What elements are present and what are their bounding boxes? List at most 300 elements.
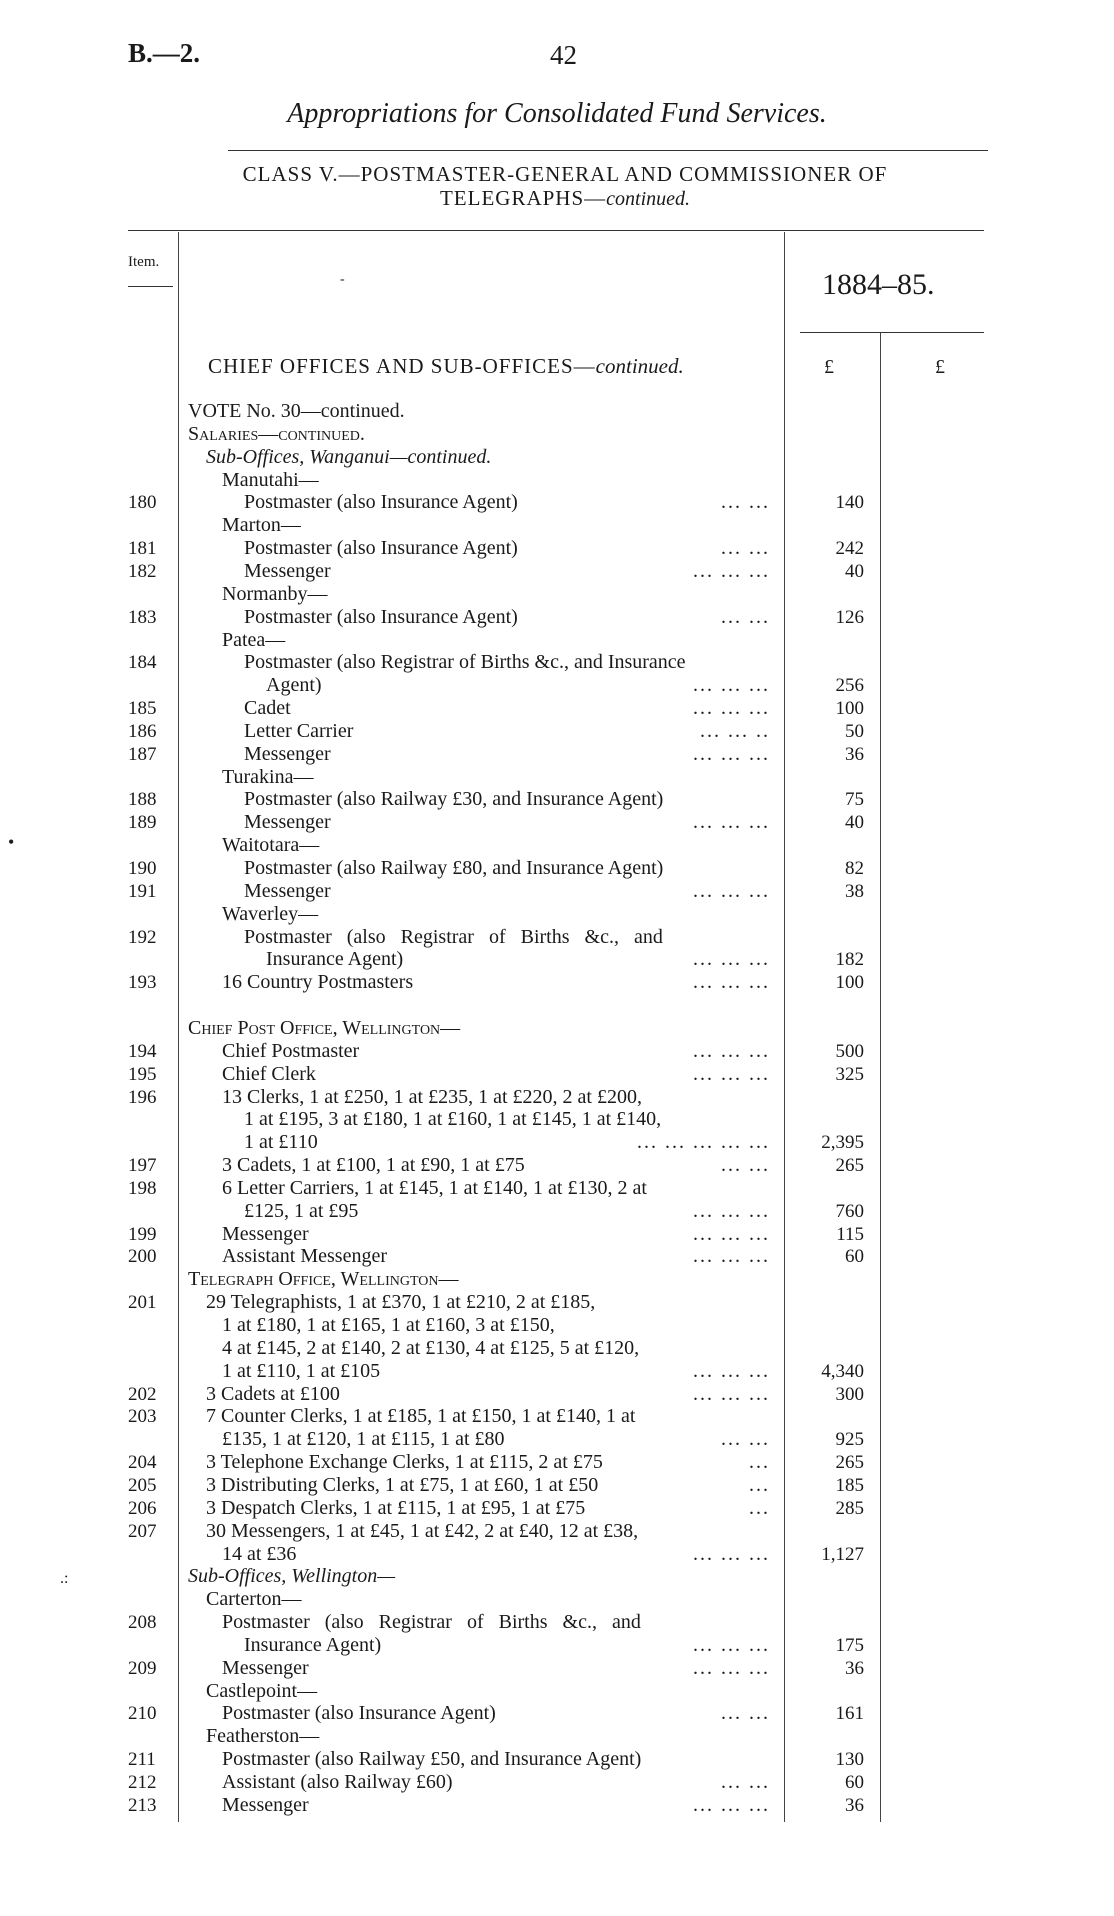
leader-dots: ... ... — [721, 605, 770, 628]
line-text — [222, 1063, 770, 1086]
line-description: Chief Clerk — [222, 1062, 316, 1085]
appropriation-line — [0, 1223, 1114, 1246]
appropriation-line — [0, 971, 1114, 994]
leader-dots: ... ... ... — [693, 1222, 770, 1245]
appropriation-line — [0, 606, 1114, 629]
appropriation-line — [0, 423, 1114, 446]
leader-dots: ... ... ... ... ... — [637, 1131, 770, 1154]
appropriation-line — [0, 1360, 1114, 1383]
item-number: 207 — [128, 1520, 157, 1542]
amount: 1,127 — [821, 1543, 864, 1565]
line-text — [244, 1200, 770, 1223]
leader-dots: ... — [749, 1473, 770, 1496]
year-rule — [800, 332, 984, 333]
line-text — [206, 1383, 770, 1406]
leader-dots: ... ... ... — [693, 697, 770, 720]
line-description: Messenger — [244, 879, 331, 902]
item-number: 202 — [128, 1383, 157, 1405]
line-text — [266, 948, 770, 971]
leader-dots: ... ... ... — [693, 879, 770, 902]
line-text — [222, 1154, 770, 1177]
line-description: Manutahi— — [222, 468, 319, 491]
appropriation-line — [0, 514, 1114, 537]
appropriation-line — [0, 1337, 1114, 1360]
class-heading-continued: continued. — [606, 188, 691, 210]
line-text — [188, 1268, 770, 1291]
line-text — [266, 674, 770, 697]
appropriation-line — [0, 1154, 1114, 1177]
amount: 300 — [835, 1383, 864, 1405]
line-description: Cadet — [244, 697, 291, 720]
leader-dots: ... ... — [721, 1154, 770, 1177]
item-number: 191 — [128, 880, 157, 902]
leader-dots: ... ... — [721, 1702, 770, 1725]
leader-dots: ... ... ... — [693, 948, 770, 971]
amount: 325 — [835, 1063, 864, 1085]
item-number: 198 — [128, 1177, 157, 1199]
leader-dots: ... ... — [721, 1771, 770, 1793]
line-text — [244, 880, 770, 903]
appropriation-line — [0, 1383, 1114, 1406]
year-column-header: 1884–85. — [822, 268, 935, 301]
appropriation-line — [0, 766, 1114, 789]
line-description: Sub-Offices, Wanganui—continued. — [206, 445, 492, 468]
amount: 36 — [845, 1657, 864, 1679]
line-description: 4 at £145, 2 at £140, 2 at £130, 4 at £125, 5 at £120, — [222, 1336, 640, 1359]
line-description: Sub-Offices, Wellington— — [188, 1565, 396, 1588]
line-text — [244, 651, 770, 674]
class-heading-line2 — [140, 186, 990, 211]
item-number: 211 — [128, 1749, 156, 1771]
appropriation-line — [0, 1063, 1114, 1086]
item-number: 188 — [128, 789, 157, 811]
line-description: Postmaster (also Insurance Agent) — [244, 605, 518, 628]
line-text — [244, 1131, 770, 1154]
line-description: Patea— — [222, 628, 286, 651]
amount: 2,395 — [821, 1132, 864, 1154]
line-description: Postmaster (also Railway £50, and Insurance Agent) — [222, 1748, 642, 1771]
leader-dots: ... ... ... — [693, 1382, 770, 1405]
page-title: Appropriations for Consolidated Fund Services. — [287, 98, 827, 129]
appropriation-line — [0, 903, 1114, 926]
leader-dots: ... ... ... — [693, 1793, 770, 1816]
line-description: Postmaster (also Registrar of Births &c., and — [222, 1611, 641, 1634]
line-text — [222, 1611, 770, 1634]
item-number: 208 — [128, 1612, 157, 1634]
class-heading-line1: CLASS V.—POSTMASTER-GENERAL AND COMMISSIONER OF — [242, 162, 888, 186]
item-number: 189 — [128, 812, 157, 834]
line-description: 1 at £110 — [244, 1131, 318, 1154]
item-number: 205 — [128, 1474, 157, 1496]
leader-dots: ... ... ... — [693, 742, 770, 765]
line-text — [188, 1017, 770, 1040]
item-number: 186 — [128, 720, 157, 742]
line-description: Messenger — [244, 742, 331, 765]
appropriation-line — [0, 469, 1114, 492]
title-rule — [228, 150, 988, 151]
item-column-header: Item. — [128, 254, 160, 270]
appropriation-line — [0, 1314, 1114, 1337]
leader-dots: ... ... ... — [693, 1656, 770, 1679]
appropriation-line — [0, 948, 1114, 971]
line-description: Postmaster (also Insurance Agent) — [244, 491, 518, 514]
line-text — [188, 400, 770, 423]
leader-dots: ... ... .. — [700, 719, 770, 742]
leader-dots: ... ... ... — [693, 811, 770, 834]
leader-dots: ... ... — [721, 491, 770, 514]
appropriation-line — [0, 560, 1114, 583]
line-text — [222, 1040, 770, 1063]
appropriation-line — [0, 1543, 1114, 1566]
line-description: 3 Despatch Clerks, 1 at £115, 1 at £95, 1 at £75 — [206, 1496, 586, 1519]
appropriation-line — [0, 720, 1114, 743]
line-text — [206, 1291, 770, 1314]
line-description: Waverley— — [222, 902, 319, 925]
item-number: 183 — [128, 606, 157, 628]
amount: 265 — [835, 1452, 864, 1474]
line-description: £125, 1 at £95 — [244, 1199, 359, 1222]
section-title-continued: continued. — [595, 354, 684, 378]
line-text — [222, 629, 770, 652]
line-text — [222, 903, 770, 926]
leader-dots: ... — [749, 1451, 770, 1474]
appropriation-line — [0, 743, 1114, 766]
appropriation-line — [0, 1086, 1114, 1109]
item-number: 193 — [128, 972, 157, 994]
item-number: 199 — [128, 1223, 157, 1245]
amount: 100 — [835, 972, 864, 994]
item-number: 201 — [128, 1292, 157, 1314]
line-description: 30 Messengers, 1 at £45, 1 at £42, 2 at £40, 12 at £38, — [206, 1519, 639, 1542]
line-description: Messenger — [222, 1656, 309, 1679]
line-description: Messenger — [222, 1793, 309, 1816]
amount: 182 — [835, 949, 864, 971]
page-number: 42 — [550, 40, 577, 70]
line-text — [244, 560, 770, 583]
line-description: Chief Post Office, Wellington— — [188, 1016, 461, 1039]
item-number: 212 — [128, 1772, 157, 1793]
amount: 161 — [835, 1703, 864, 1725]
appropriation-line — [0, 400, 1114, 423]
amount: 36 — [845, 1794, 864, 1816]
appropriation-line — [0, 1657, 1114, 1680]
item-number: 210 — [128, 1703, 157, 1725]
item-number: 203 — [128, 1406, 157, 1428]
margin-mark: • — [8, 832, 15, 852]
amount: 140 — [835, 492, 864, 514]
line-description: 14 at £36 — [222, 1542, 297, 1565]
amount: 100 — [835, 698, 864, 720]
appropriation-line — [0, 1794, 1114, 1817]
amount: 40 — [845, 560, 864, 582]
appropriation-line — [0, 1405, 1114, 1428]
appropriation-line — [0, 1611, 1114, 1634]
line-text — [244, 743, 770, 766]
line-text — [222, 1337, 770, 1360]
section-title-text: CHIEF OFFICES AND SUB-OFFICES— — [208, 354, 596, 378]
amount: 40 — [845, 812, 864, 834]
appropriation-line — [0, 1131, 1114, 1154]
appropriation-line — [0, 811, 1114, 834]
item-number: 213 — [128, 1794, 157, 1816]
appropriation-line — [0, 1017, 1114, 1040]
appropriation-line — [0, 1177, 1114, 1200]
appropriation-line — [0, 446, 1114, 469]
line-text — [222, 1771, 770, 1794]
appropriation-line — [0, 1520, 1114, 1543]
item-number: 185 — [128, 698, 157, 720]
amount: 256 — [835, 675, 864, 697]
line-description: Salaries—continued. — [188, 422, 365, 445]
amount: 925 — [835, 1429, 864, 1451]
amount: 760 — [835, 1200, 864, 1222]
line-description: 3 Cadets at £100 — [206, 1382, 340, 1405]
appropriation-line — [0, 697, 1114, 720]
line-text — [206, 1497, 770, 1520]
leader-dots: ... ... ... — [693, 1062, 770, 1085]
line-description: Telegraph Office, Wellington— — [188, 1268, 459, 1291]
leader-dots: ... ... ... — [693, 674, 770, 697]
line-description: Postmaster (also Railway £30, and Insurance Agent) — [244, 788, 664, 811]
appropriation-line — [0, 1245, 1114, 1268]
line-text — [244, 537, 770, 560]
appropriation-line — [0, 583, 1114, 606]
item-number: 184 — [128, 652, 157, 674]
appropriation-line — [0, 651, 1114, 674]
item-header-rule — [128, 286, 173, 287]
item-number: 206 — [128, 1497, 157, 1519]
line-description: Messenger — [244, 811, 331, 834]
line-text — [222, 1314, 770, 1337]
line-text — [222, 514, 770, 537]
appropriation-line — [0, 1474, 1114, 1497]
amount: 185 — [835, 1474, 864, 1496]
line-text — [206, 1405, 770, 1428]
leader-dots: ... ... ... — [693, 971, 770, 994]
line-description: Featherston— — [206, 1725, 320, 1748]
leader-dots: ... ... ... — [693, 1633, 770, 1656]
line-description: Insurance Agent) — [266, 948, 404, 971]
leader-dots: ... ... ... — [693, 1245, 770, 1268]
line-description: Postmaster (also Railway £80, and Insurance Agent) — [244, 857, 664, 879]
class-heading — [140, 162, 990, 211]
line-text — [206, 1680, 770, 1703]
line-text — [206, 1725, 770, 1748]
document-reference: B.—2. — [128, 38, 201, 68]
line-description: Postmaster (also Insurance Agent) — [244, 537, 518, 560]
line-description: Assistant (also Railway £60) — [222, 1771, 453, 1793]
appropriation-line — [0, 1565, 1114, 1588]
line-text — [244, 606, 770, 629]
table-top-rule — [128, 230, 984, 231]
line-description: 6 Letter Carriers, 1 at £145, 1 at £140, 1 at £130, 2 at — [222, 1176, 647, 1199]
line-description: Marton— — [222, 514, 301, 537]
line-description: Normanby— — [222, 582, 328, 605]
section-title — [208, 354, 684, 379]
line-text — [244, 857, 770, 880]
line-description: VOTE No. 30—continued. — [188, 400, 405, 422]
appropriation-line — [0, 491, 1114, 514]
line-description: Postmaster (also Insurance Agent) — [222, 1702, 496, 1725]
leader-dots: ... ... — [721, 1428, 770, 1451]
margin-mark: .: — [60, 1570, 69, 1587]
line-description: Letter Carrier — [244, 719, 354, 742]
line-description: Castlepoint— — [206, 1679, 318, 1702]
amount: 4,340 — [821, 1360, 864, 1382]
line-text — [222, 1748, 770, 1771]
amount: 175 — [835, 1634, 864, 1656]
line-text — [222, 971, 770, 994]
appropriation-line — [0, 1634, 1114, 1657]
amount: 265 — [835, 1155, 864, 1177]
amount: 50 — [845, 720, 864, 742]
line-text — [222, 1702, 770, 1725]
appropriation-line — [0, 1725, 1114, 1748]
amount: 130 — [835, 1749, 864, 1771]
item-number: 204 — [128, 1452, 157, 1474]
appropriation-line — [0, 629, 1114, 652]
line-description: 16 Country Postmasters — [222, 971, 414, 994]
leader-dots: ... ... ... — [693, 1359, 770, 1382]
line-text — [222, 1245, 770, 1268]
appropriation-line — [0, 834, 1114, 857]
appropriation-line — [0, 1428, 1114, 1451]
line-text — [206, 1451, 770, 1474]
line-text — [222, 583, 770, 606]
amount: 60 — [845, 1246, 864, 1268]
appropriation-line — [0, 1588, 1114, 1611]
line-text — [244, 811, 770, 834]
appropriation-line — [0, 1702, 1114, 1725]
appropriation-line — [0, 880, 1114, 903]
line-description: 13 Clerks, 1 at £250, 1 at £235, 1 at £220, 2 at £200, — [222, 1085, 642, 1108]
leader-dots: ... ... — [721, 537, 770, 560]
class-heading-line2-text: TELEGRAPHS— — [439, 186, 607, 210]
line-text — [206, 446, 770, 469]
line-description: 1 at £110, 1 at £105 — [222, 1359, 381, 1382]
appropriation-line — [0, 1291, 1114, 1314]
line-description: Carterton— — [206, 1588, 302, 1611]
appropriation-line — [0, 857, 1114, 880]
line-description: Turakina— — [222, 765, 314, 788]
line-text — [244, 788, 770, 811]
line-text — [222, 1177, 770, 1200]
item-number: 200 — [128, 1246, 157, 1268]
line-text — [206, 1520, 770, 1543]
line-text — [222, 834, 770, 857]
line-text — [222, 1086, 770, 1109]
line-text — [188, 1565, 770, 1588]
amount: 126 — [835, 606, 864, 628]
line-text — [222, 1428, 770, 1451]
amount: 60 — [845, 1772, 864, 1793]
line-text — [244, 720, 770, 743]
leader-dots: ... ... ... — [693, 1199, 770, 1222]
currency-column-2: £ — [935, 356, 945, 378]
appropriation-line — [0, 1771, 1114, 1794]
amount: 82 — [845, 858, 864, 879]
line-description: 3 Telephone Exchange Clerks, 1 at £115, 2 at £75 — [206, 1451, 603, 1474]
line-description: 29 Telegraphists, 1 at £370, 1 at £210, 2 at £185, — [206, 1291, 596, 1314]
item-number: 181 — [128, 538, 157, 560]
appropriation-line — [0, 1748, 1114, 1771]
appropriation-line — [0, 1268, 1114, 1291]
line-text — [222, 469, 770, 492]
item-number: 196 — [128, 1086, 157, 1108]
item-number: 187 — [128, 743, 157, 765]
line-text — [222, 1223, 770, 1246]
line-text — [222, 1657, 770, 1680]
item-number: 182 — [128, 560, 157, 582]
appropriation-line — [0, 926, 1114, 949]
line-description: 1 at £180, 1 at £165, 1 at £160, 3 at £150, — [222, 1314, 555, 1336]
line-description: 7 Counter Clerks, 1 at £185, 1 at £150, 1 at £140, 1 at — [206, 1405, 636, 1428]
leader-dots: ... ... ... — [693, 1542, 770, 1565]
appropriation-line — [0, 1451, 1114, 1474]
appropriation-line — [0, 1108, 1114, 1131]
appropriation-line — [0, 1200, 1114, 1223]
amount: 38 — [845, 880, 864, 902]
amount: 285 — [835, 1497, 864, 1519]
line-text — [244, 491, 770, 514]
line-text — [244, 697, 770, 720]
line-description: Waitotara— — [222, 834, 320, 857]
line-text — [222, 1360, 770, 1383]
amount: 500 — [835, 1040, 864, 1062]
item-number: 197 — [128, 1155, 157, 1177]
appropriation-line — [0, 674, 1114, 697]
line-text — [222, 1794, 770, 1817]
line-text — [244, 1108, 770, 1131]
leader-dots: ... ... ... — [693, 559, 770, 582]
line-text — [244, 926, 770, 949]
item-number: 209 — [128, 1657, 157, 1679]
header-dash: - — [340, 272, 345, 287]
appropriation-line — [0, 537, 1114, 560]
line-description: 3 Distributing Clerks, 1 at £75, 1 at £60, 1 at £50 — [206, 1473, 599, 1496]
item-number: 195 — [128, 1063, 157, 1085]
line-description: Assistant Messenger — [222, 1245, 387, 1268]
appropriation-line — [0, 788, 1114, 811]
item-number: 180 — [128, 492, 157, 514]
line-text — [222, 1543, 770, 1566]
line-description: £135, 1 at £120, 1 at £115, 1 at £80 — [222, 1428, 505, 1451]
item-number: 190 — [128, 858, 157, 879]
appropriation-line — [0, 994, 1114, 1017]
line-description: Messenger — [222, 1222, 309, 1245]
line-text — [244, 1634, 770, 1657]
amount: 242 — [835, 538, 864, 560]
leader-dots: ... — [749, 1496, 770, 1519]
leader-dots: ... ... ... — [693, 1039, 770, 1062]
line-description: 1 at £195, 3 at £180, 1 at £160, 1 at £145, 1 at £140, — [244, 1108, 662, 1131]
line-text — [222, 766, 770, 789]
line-description: Agent) — [266, 674, 322, 697]
line-description: Postmaster (also Registrar of Births &c., and Insurance — [244, 651, 686, 674]
line-description: Insurance Agent) — [244, 1633, 382, 1656]
appropriation-line — [0, 1680, 1114, 1703]
line-description: Chief Postmaster — [222, 1039, 360, 1062]
amount: 75 — [845, 789, 864, 811]
line-text — [206, 1588, 770, 1611]
line-description: Messenger — [244, 559, 331, 582]
appropriation-line — [0, 1040, 1114, 1063]
line-text — [206, 1474, 770, 1497]
amount: 36 — [845, 743, 864, 765]
line-text — [188, 423, 770, 446]
currency-column-1: £ — [824, 356, 834, 378]
appropriation-line — [0, 1497, 1114, 1520]
